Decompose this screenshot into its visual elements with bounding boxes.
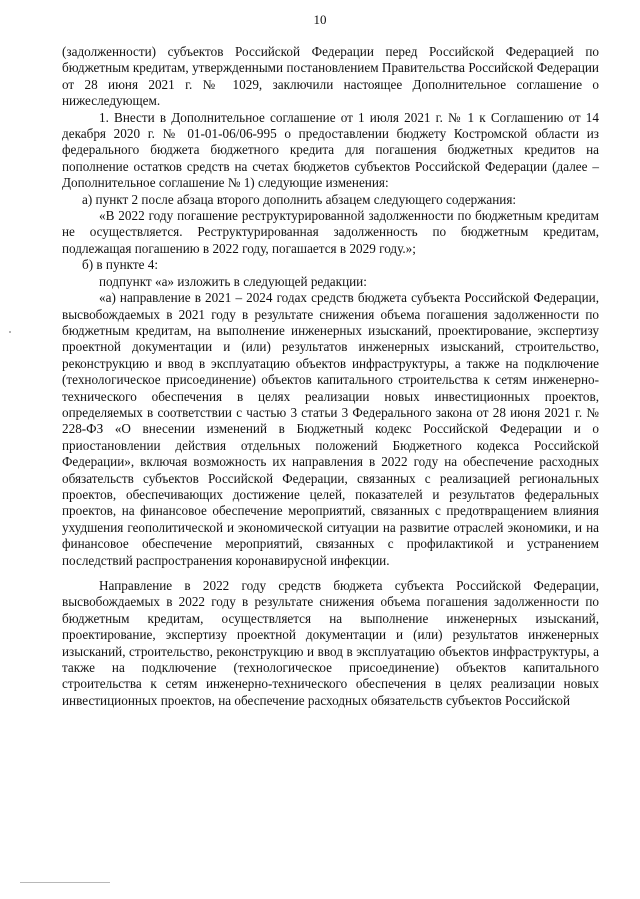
page-number: 10 [313, 12, 327, 27]
paragraph-direction-2022: Направление в 2022 году средств бюджета субъекта Российской Федерации, высвобождаемых в 2022 году в результате снижения объема погашения задолженности по бюджетным кредитам, осуществляется на выполнение инженерных изысканий, проектирование, экспертизу проектной документации и (или) результатов инженерных изысканий, строительство, реконструкцию и ввод в эксплуатацию объектов инфраструктуры, а также на подключение (технологическое присоединение) объектов капитального строительства к сетям инженерно-технического обеспечения в целях реализации новых инвестиционных проектов, на обеспечение расходных обязательств субъектов Российской [62, 578, 599, 708]
paragraph-quote-subpoint-a: «а) направление в 2021 – 2024 годах средств бюджета субъекта Российской Федерации, высвобождаемых в 2021 году в результате снижения объема погашения задолженности по бюджетным кредитам, на выполнение инженерных изысканий, проектирование, экспертизу проектной документации и (или) результатов инженерных изысканий, строительство, реконструкцию и ввод в эксплуатацию объектов инфраструктуры, а также на подключение (технологическое присоединение) объектов капитального строительства к сетям инженерно-технического обеспечения в целях реализации новых инвестиционных проектов, определяемых в соответствии с частью 3 статьи 3 Федерального закона от 28 июня 2021 г. № 228-ФЗ «О внесении изменений в Бюджетный кодекс Российской Федерации и о приостановлении действия отдельных положений Бюджетного кодекса Российской Федерации», включая возможность их направления в 2022 году на обеспечение расходных обязательств субъектов Российской Федерации, связанных с реализацией региональных проектов, обеспечивающих достижение целей, показателей и результатов федеральных проектов, на финансовое обеспечение мероприятий, связанных с предотвращением влияния ухудшения геополитической и экономической ситуации на развитие отраслей экономики, и на финансовое обеспечение мероприятий, связанных с профилактикой и устранением последствий распространения коронавирусной инфекции. [62, 290, 599, 568]
paragraph-quote-point-2: «В 2022 году погашение реструктурированной задолженности по бюджетным кредитам не осуществляется. Реструктурированная задолженность по бюджетным кредитам, подлежащая погашению в 2022 году, погашается в 2029 году.»; [62, 208, 599, 256]
paragraph-subpoint-a-heading: подпункт «а» изложить в следующей редакции: [99, 273, 367, 289]
paragraph-subitem-a: а) пункт 2 после абзаца второго дополнить абзацем следующего содержания: [82, 191, 517, 207]
scan-artifact-dot [9, 331, 11, 333]
paragraph-item-1: 1. Внести в Дополнительное соглашение от 1 июля 2021 г. № 1 к Соглашению от 14 декабря 2020 г. № 01-01-06/06-995 о предоставлении бюджету Костромской области из федерального бюджета бюджетного кредита для погашения бюджетных кредитов на пополнение остатков средств на счетах бюджетов субъектов Российской Федерации (далее – Дополнительное соглашение № 1) следующие изменения: [62, 109, 599, 191]
scan-artifact-line [20, 882, 110, 883]
paragraph-intro: (задолженности) субъектов Российской Федерации перед Российской Федерацией по бюджетным кредитам, утвержденными постановлением Правительства Российской Федерации от 28 июня 2021 г. № 1029, заключили настоящее Дополнительное соглашение о нижеследующем. [62, 44, 599, 109]
paragraph-subitem-b: б) в пункте 4: [82, 257, 159, 273]
document-body [62, 44, 599, 709]
